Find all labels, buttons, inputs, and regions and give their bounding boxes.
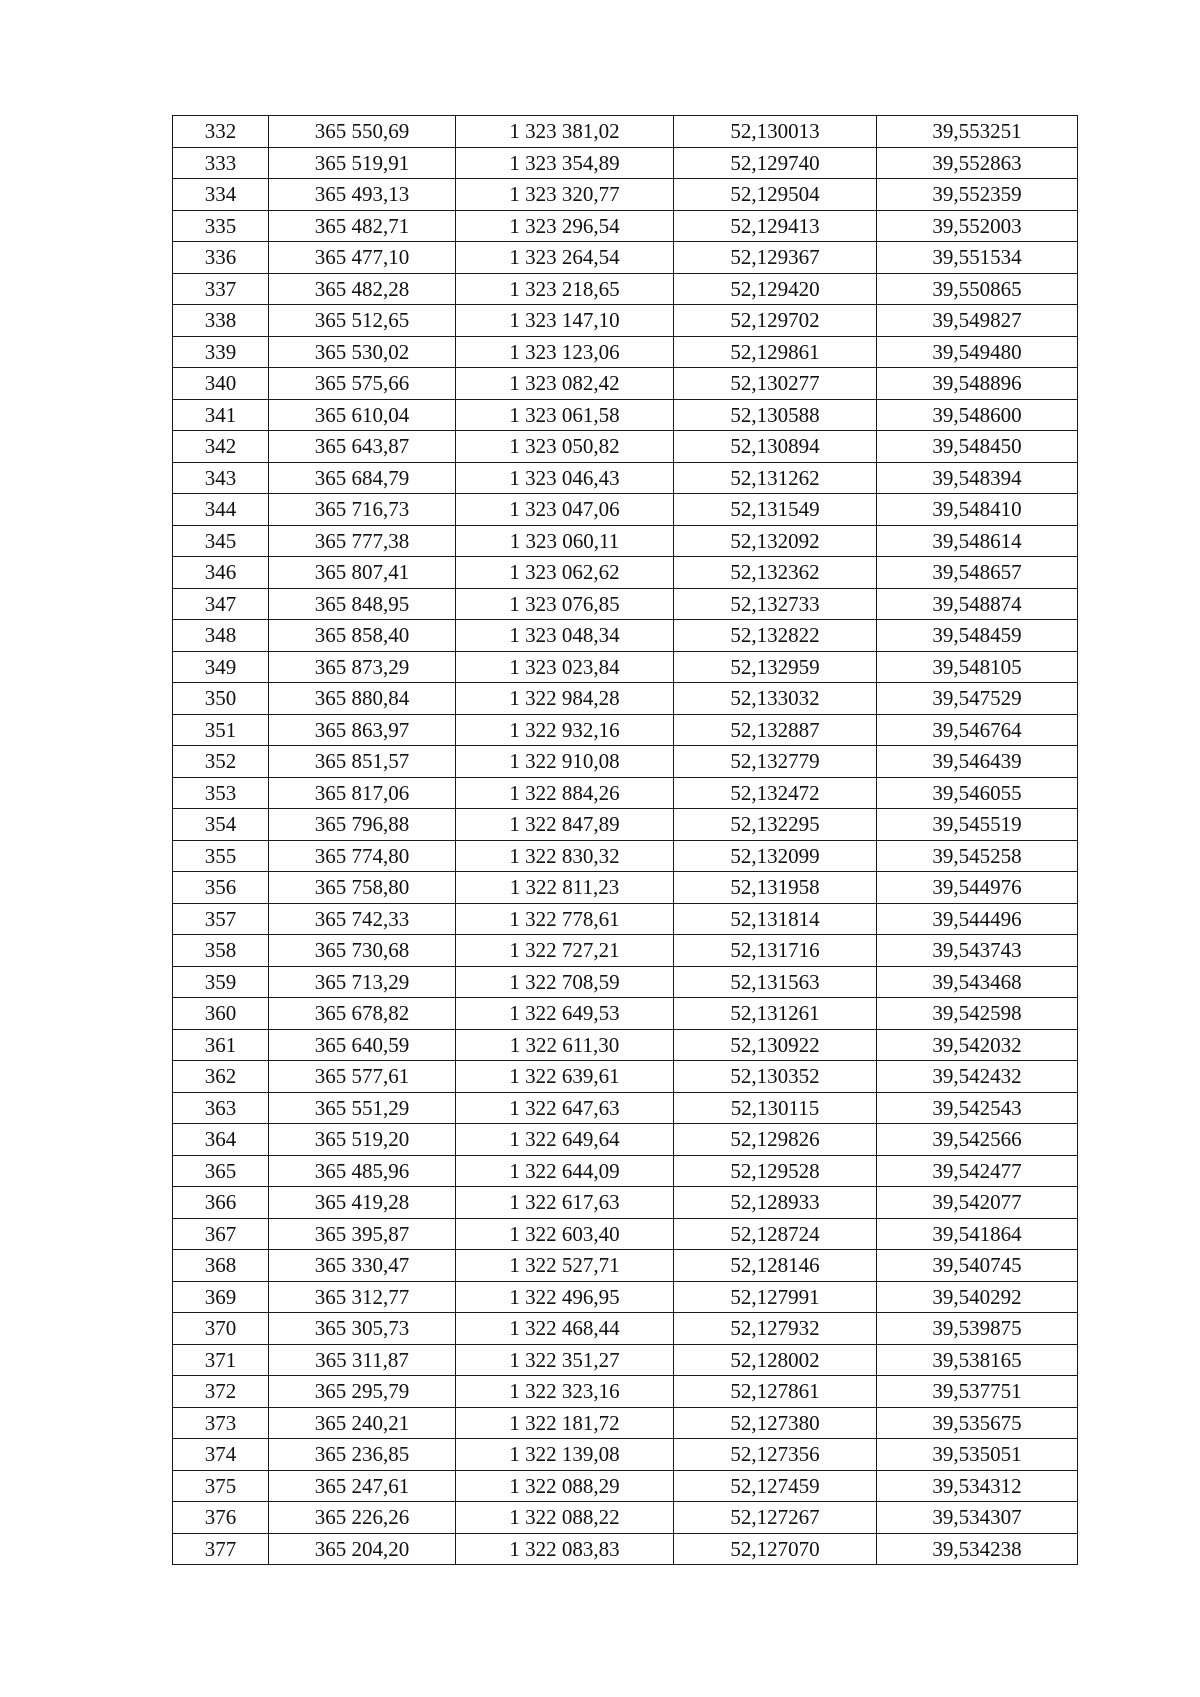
latitude-cell: 52,129740 (674, 147, 877, 179)
x-coordinate-cell: 365 807,41 (269, 557, 456, 589)
table-row (173, 1187, 1078, 1219)
point-number-cell: 361 (173, 1029, 269, 1061)
latitude-cell: 52,129367 (674, 242, 877, 274)
longitude-cell: 39,550865 (877, 273, 1078, 305)
y-coordinate-cell: 1 322 649,64 (456, 1124, 674, 1156)
longitude-cell: 39,548896 (877, 368, 1078, 400)
longitude-cell: 39,542477 (877, 1155, 1078, 1187)
point-number-cell: 355 (173, 840, 269, 872)
longitude-cell: 39,542077 (877, 1187, 1078, 1219)
x-coordinate-cell: 365 550,69 (269, 116, 456, 148)
y-coordinate-cell: 1 323 354,89 (456, 147, 674, 179)
table-row (173, 714, 1078, 746)
table-row (173, 1407, 1078, 1439)
y-coordinate-cell: 1 322 884,26 (456, 777, 674, 809)
table-row (173, 336, 1078, 368)
longitude-cell: 39,551534 (877, 242, 1078, 274)
table-row (173, 116, 1078, 148)
x-coordinate-cell: 365 575,66 (269, 368, 456, 400)
latitude-cell: 52,127861 (674, 1376, 877, 1408)
table-row (173, 1250, 1078, 1282)
latitude-cell: 52,129702 (674, 305, 877, 337)
latitude-cell: 52,127356 (674, 1439, 877, 1471)
point-number-cell: 340 (173, 368, 269, 400)
longitude-cell: 39,542543 (877, 1092, 1078, 1124)
y-coordinate-cell: 1 323 046,43 (456, 462, 674, 494)
y-coordinate-cell: 1 323 082,42 (456, 368, 674, 400)
table-row (173, 1439, 1078, 1471)
point-number-cell: 346 (173, 557, 269, 589)
point-number-cell: 373 (173, 1407, 269, 1439)
table-row (173, 431, 1078, 463)
x-coordinate-cell: 365 730,68 (269, 935, 456, 967)
table-row (173, 462, 1078, 494)
point-number-cell: 348 (173, 620, 269, 652)
table-row (173, 1029, 1078, 1061)
y-coordinate-cell: 1 322 496,95 (456, 1281, 674, 1313)
latitude-cell: 52,127932 (674, 1313, 877, 1345)
latitude-cell: 52,132472 (674, 777, 877, 809)
latitude-cell: 52,129826 (674, 1124, 877, 1156)
table-row (173, 1061, 1078, 1093)
table-row (173, 872, 1078, 904)
point-number-cell: 335 (173, 210, 269, 242)
table-row (173, 1470, 1078, 1502)
x-coordinate-cell: 365 295,79 (269, 1376, 456, 1408)
x-coordinate-cell: 365 247,61 (269, 1470, 456, 1502)
longitude-cell: 39,549480 (877, 336, 1078, 368)
longitude-cell: 39,548105 (877, 651, 1078, 683)
coordinates-table-body (173, 116, 1078, 1565)
point-number-cell: 333 (173, 147, 269, 179)
y-coordinate-cell: 1 323 050,82 (456, 431, 674, 463)
longitude-cell: 39,548450 (877, 431, 1078, 463)
point-number-cell: 367 (173, 1218, 269, 1250)
table-row (173, 1281, 1078, 1313)
table-row (173, 1533, 1078, 1565)
longitude-cell: 39,553251 (877, 116, 1078, 148)
y-coordinate-cell: 1 322 984,28 (456, 683, 674, 715)
x-coordinate-cell: 365 640,59 (269, 1029, 456, 1061)
longitude-cell: 39,545519 (877, 809, 1078, 841)
longitude-cell: 39,535051 (877, 1439, 1078, 1471)
longitude-cell: 39,548657 (877, 557, 1078, 589)
longitude-cell: 39,546055 (877, 777, 1078, 809)
latitude-cell: 52,131549 (674, 494, 877, 526)
point-number-cell: 339 (173, 336, 269, 368)
x-coordinate-cell: 365 482,28 (269, 273, 456, 305)
table-row (173, 840, 1078, 872)
y-coordinate-cell: 1 322 323,16 (456, 1376, 674, 1408)
longitude-cell: 39,548459 (877, 620, 1078, 652)
x-coordinate-cell: 365 330,47 (269, 1250, 456, 1282)
latitude-cell: 52,132362 (674, 557, 877, 589)
y-coordinate-cell: 1 322 181,72 (456, 1407, 674, 1439)
x-coordinate-cell: 365 716,73 (269, 494, 456, 526)
longitude-cell: 39,542032 (877, 1029, 1078, 1061)
latitude-cell: 52,131958 (674, 872, 877, 904)
y-coordinate-cell: 1 323 123,06 (456, 336, 674, 368)
longitude-cell: 39,534238 (877, 1533, 1078, 1565)
latitude-cell: 52,131814 (674, 903, 877, 935)
y-coordinate-cell: 1 322 811,23 (456, 872, 674, 904)
longitude-cell: 39,549827 (877, 305, 1078, 337)
longitude-cell: 39,548410 (877, 494, 1078, 526)
longitude-cell: 39,544496 (877, 903, 1078, 935)
table-row (173, 746, 1078, 778)
latitude-cell: 52,132822 (674, 620, 877, 652)
longitude-cell: 39,548394 (877, 462, 1078, 494)
table-row (173, 1376, 1078, 1408)
table-row (173, 1344, 1078, 1376)
point-number-cell: 354 (173, 809, 269, 841)
x-coordinate-cell: 365 817,06 (269, 777, 456, 809)
point-number-cell: 360 (173, 998, 269, 1030)
point-number-cell: 374 (173, 1439, 269, 1471)
point-number-cell: 342 (173, 431, 269, 463)
x-coordinate-cell: 365 774,80 (269, 840, 456, 872)
x-coordinate-cell: 365 312,77 (269, 1281, 456, 1313)
table-row (173, 1313, 1078, 1345)
table-row (173, 305, 1078, 337)
table-row (173, 1124, 1078, 1156)
table-row (173, 368, 1078, 400)
latitude-cell: 52,131261 (674, 998, 877, 1030)
latitude-cell: 52,130115 (674, 1092, 877, 1124)
x-coordinate-cell: 365 678,82 (269, 998, 456, 1030)
latitude-cell: 52,129413 (674, 210, 877, 242)
point-number-cell: 356 (173, 872, 269, 904)
point-number-cell: 368 (173, 1250, 269, 1282)
table-row (173, 210, 1078, 242)
y-coordinate-cell: 1 322 603,40 (456, 1218, 674, 1250)
longitude-cell: 39,535675 (877, 1407, 1078, 1439)
table-row (173, 683, 1078, 715)
x-coordinate-cell: 365 796,88 (269, 809, 456, 841)
table-row (173, 525, 1078, 557)
point-number-cell: 345 (173, 525, 269, 557)
x-coordinate-cell: 365 863,97 (269, 714, 456, 746)
y-coordinate-cell: 1 322 468,44 (456, 1313, 674, 1345)
longitude-cell: 39,546764 (877, 714, 1078, 746)
y-coordinate-cell: 1 323 147,10 (456, 305, 674, 337)
y-coordinate-cell: 1 322 139,08 (456, 1439, 674, 1471)
x-coordinate-cell: 365 643,87 (269, 431, 456, 463)
latitude-cell: 52,132959 (674, 651, 877, 683)
point-number-cell: 357 (173, 903, 269, 935)
y-coordinate-cell: 1 322 088,22 (456, 1502, 674, 1534)
latitude-cell: 52,129504 (674, 179, 877, 211)
table-row (173, 998, 1078, 1030)
x-coordinate-cell: 365 713,29 (269, 966, 456, 998)
latitude-cell: 52,132887 (674, 714, 877, 746)
table-row (173, 147, 1078, 179)
latitude-cell: 52,132099 (674, 840, 877, 872)
table-row (173, 935, 1078, 967)
point-number-cell: 366 (173, 1187, 269, 1219)
point-number-cell: 363 (173, 1092, 269, 1124)
latitude-cell: 52,127267 (674, 1502, 877, 1534)
latitude-cell: 52,132092 (674, 525, 877, 557)
y-coordinate-cell: 1 322 527,71 (456, 1250, 674, 1282)
y-coordinate-cell: 1 323 047,06 (456, 494, 674, 526)
y-coordinate-cell: 1 323 320,77 (456, 179, 674, 211)
x-coordinate-cell: 365 610,04 (269, 399, 456, 431)
y-coordinate-cell: 1 322 611,30 (456, 1029, 674, 1061)
point-number-cell: 344 (173, 494, 269, 526)
x-coordinate-cell: 365 880,84 (269, 683, 456, 715)
y-coordinate-cell: 1 322 708,59 (456, 966, 674, 998)
latitude-cell: 52,127070 (674, 1533, 877, 1565)
latitude-cell: 52,128146 (674, 1250, 877, 1282)
y-coordinate-cell: 1 323 264,54 (456, 242, 674, 274)
point-number-cell: 349 (173, 651, 269, 683)
point-number-cell: 336 (173, 242, 269, 274)
latitude-cell: 52,127459 (674, 1470, 877, 1502)
table-row (173, 399, 1078, 431)
y-coordinate-cell: 1 322 617,63 (456, 1187, 674, 1219)
x-coordinate-cell: 365 305,73 (269, 1313, 456, 1345)
point-number-cell: 362 (173, 1061, 269, 1093)
y-coordinate-cell: 1 322 088,29 (456, 1470, 674, 1502)
x-coordinate-cell: 365 482,71 (269, 210, 456, 242)
y-coordinate-cell: 1 323 023,84 (456, 651, 674, 683)
point-number-cell: 350 (173, 683, 269, 715)
latitude-cell: 52,130352 (674, 1061, 877, 1093)
y-coordinate-cell: 1 322 847,89 (456, 809, 674, 841)
latitude-cell: 52,130894 (674, 431, 877, 463)
y-coordinate-cell: 1 322 639,61 (456, 1061, 674, 1093)
x-coordinate-cell: 365 858,40 (269, 620, 456, 652)
x-coordinate-cell: 365 419,28 (269, 1187, 456, 1219)
table-row (173, 777, 1078, 809)
latitude-cell: 52,130588 (674, 399, 877, 431)
x-coordinate-cell: 365 742,33 (269, 903, 456, 935)
table-row (173, 179, 1078, 211)
point-number-cell: 347 (173, 588, 269, 620)
latitude-cell: 52,128002 (674, 1344, 877, 1376)
table-row (173, 620, 1078, 652)
longitude-cell: 39,534307 (877, 1502, 1078, 1534)
longitude-cell: 39,543743 (877, 935, 1078, 967)
table-row (173, 966, 1078, 998)
latitude-cell: 52,130922 (674, 1029, 877, 1061)
latitude-cell: 52,132295 (674, 809, 877, 841)
x-coordinate-cell: 365 311,87 (269, 1344, 456, 1376)
coordinates-table (172, 115, 1078, 1565)
x-coordinate-cell: 365 493,13 (269, 179, 456, 211)
point-number-cell: 377 (173, 1533, 269, 1565)
point-number-cell: 375 (173, 1470, 269, 1502)
x-coordinate-cell: 365 519,91 (269, 147, 456, 179)
table-row (173, 1502, 1078, 1534)
y-coordinate-cell: 1 323 061,58 (456, 399, 674, 431)
longitude-cell: 39,546439 (877, 746, 1078, 778)
point-number-cell: 338 (173, 305, 269, 337)
longitude-cell: 39,543468 (877, 966, 1078, 998)
longitude-cell: 39,545258 (877, 840, 1078, 872)
point-number-cell: 376 (173, 1502, 269, 1534)
y-coordinate-cell: 1 322 351,27 (456, 1344, 674, 1376)
longitude-cell: 39,552863 (877, 147, 1078, 179)
x-coordinate-cell: 365 758,80 (269, 872, 456, 904)
y-coordinate-cell: 1 323 048,34 (456, 620, 674, 652)
y-coordinate-cell: 1 323 218,65 (456, 273, 674, 305)
latitude-cell: 52,131563 (674, 966, 877, 998)
longitude-cell: 39,538165 (877, 1344, 1078, 1376)
x-coordinate-cell: 365 226,26 (269, 1502, 456, 1534)
y-coordinate-cell: 1 322 647,63 (456, 1092, 674, 1124)
longitude-cell: 39,534312 (877, 1470, 1078, 1502)
y-coordinate-cell: 1 323 381,02 (456, 116, 674, 148)
x-coordinate-cell: 365 240,21 (269, 1407, 456, 1439)
longitude-cell: 39,548600 (877, 399, 1078, 431)
y-coordinate-cell: 1 323 062,62 (456, 557, 674, 589)
point-number-cell: 341 (173, 399, 269, 431)
latitude-cell: 52,129420 (674, 273, 877, 305)
point-number-cell: 343 (173, 462, 269, 494)
table-row (173, 651, 1078, 683)
table-row (173, 557, 1078, 589)
y-coordinate-cell: 1 322 727,21 (456, 935, 674, 967)
longitude-cell: 39,542432 (877, 1061, 1078, 1093)
x-coordinate-cell: 365 485,96 (269, 1155, 456, 1187)
x-coordinate-cell: 365 873,29 (269, 651, 456, 683)
latitude-cell: 52,128724 (674, 1218, 877, 1250)
longitude-cell: 39,542598 (877, 998, 1078, 1030)
longitude-cell: 39,537751 (877, 1376, 1078, 1408)
table-row (173, 903, 1078, 935)
latitude-cell: 52,129861 (674, 336, 877, 368)
point-number-cell: 369 (173, 1281, 269, 1313)
x-coordinate-cell: 365 851,57 (269, 746, 456, 778)
table-row (173, 494, 1078, 526)
point-number-cell: 371 (173, 1344, 269, 1376)
x-coordinate-cell: 365 848,95 (269, 588, 456, 620)
table-row (173, 1155, 1078, 1187)
y-coordinate-cell: 1 322 644,09 (456, 1155, 674, 1187)
y-coordinate-cell: 1 322 778,61 (456, 903, 674, 935)
table-row (173, 242, 1078, 274)
longitude-cell: 39,541864 (877, 1218, 1078, 1250)
table-row (173, 1092, 1078, 1124)
x-coordinate-cell: 365 204,20 (269, 1533, 456, 1565)
latitude-cell: 52,132733 (674, 588, 877, 620)
point-number-cell: 352 (173, 746, 269, 778)
y-coordinate-cell: 1 323 060,11 (456, 525, 674, 557)
latitude-cell: 52,128933 (674, 1187, 877, 1219)
longitude-cell: 39,542566 (877, 1124, 1078, 1156)
table-row (173, 588, 1078, 620)
x-coordinate-cell: 365 777,38 (269, 525, 456, 557)
y-coordinate-cell: 1 323 296,54 (456, 210, 674, 242)
point-number-cell: 334 (173, 179, 269, 211)
table-row (173, 1218, 1078, 1250)
point-number-cell: 358 (173, 935, 269, 967)
y-coordinate-cell: 1 322 649,53 (456, 998, 674, 1030)
x-coordinate-cell: 365 236,85 (269, 1439, 456, 1471)
latitude-cell: 52,127380 (674, 1407, 877, 1439)
x-coordinate-cell: 365 530,02 (269, 336, 456, 368)
latitude-cell: 52,129528 (674, 1155, 877, 1187)
x-coordinate-cell: 365 684,79 (269, 462, 456, 494)
y-coordinate-cell: 1 322 830,32 (456, 840, 674, 872)
longitude-cell: 39,552359 (877, 179, 1078, 211)
table-row (173, 809, 1078, 841)
longitude-cell: 39,548614 (877, 525, 1078, 557)
y-coordinate-cell: 1 323 076,85 (456, 588, 674, 620)
x-coordinate-cell: 365 512,65 (269, 305, 456, 337)
longitude-cell: 39,540292 (877, 1281, 1078, 1313)
latitude-cell: 52,130013 (674, 116, 877, 148)
point-number-cell: 332 (173, 116, 269, 148)
longitude-cell: 39,540745 (877, 1250, 1078, 1282)
y-coordinate-cell: 1 322 910,08 (456, 746, 674, 778)
longitude-cell: 39,552003 (877, 210, 1078, 242)
latitude-cell: 52,131716 (674, 935, 877, 967)
latitude-cell: 52,133032 (674, 683, 877, 715)
x-coordinate-cell: 365 551,29 (269, 1092, 456, 1124)
point-number-cell: 370 (173, 1313, 269, 1345)
point-number-cell: 359 (173, 966, 269, 998)
point-number-cell: 353 (173, 777, 269, 809)
point-number-cell: 337 (173, 273, 269, 305)
table-row (173, 273, 1078, 305)
y-coordinate-cell: 1 322 083,83 (456, 1533, 674, 1565)
x-coordinate-cell: 365 477,10 (269, 242, 456, 274)
longitude-cell: 39,547529 (877, 683, 1078, 715)
latitude-cell: 52,130277 (674, 368, 877, 400)
latitude-cell: 52,132779 (674, 746, 877, 778)
longitude-cell: 39,539875 (877, 1313, 1078, 1345)
point-number-cell: 365 (173, 1155, 269, 1187)
x-coordinate-cell: 365 577,61 (269, 1061, 456, 1093)
latitude-cell: 52,127991 (674, 1281, 877, 1313)
point-number-cell: 364 (173, 1124, 269, 1156)
longitude-cell: 39,548874 (877, 588, 1078, 620)
point-number-cell: 372 (173, 1376, 269, 1408)
longitude-cell: 39,544976 (877, 872, 1078, 904)
point-number-cell: 351 (173, 714, 269, 746)
y-coordinate-cell: 1 322 932,16 (456, 714, 674, 746)
x-coordinate-cell: 365 519,20 (269, 1124, 456, 1156)
latitude-cell: 52,131262 (674, 462, 877, 494)
x-coordinate-cell: 365 395,87 (269, 1218, 456, 1250)
